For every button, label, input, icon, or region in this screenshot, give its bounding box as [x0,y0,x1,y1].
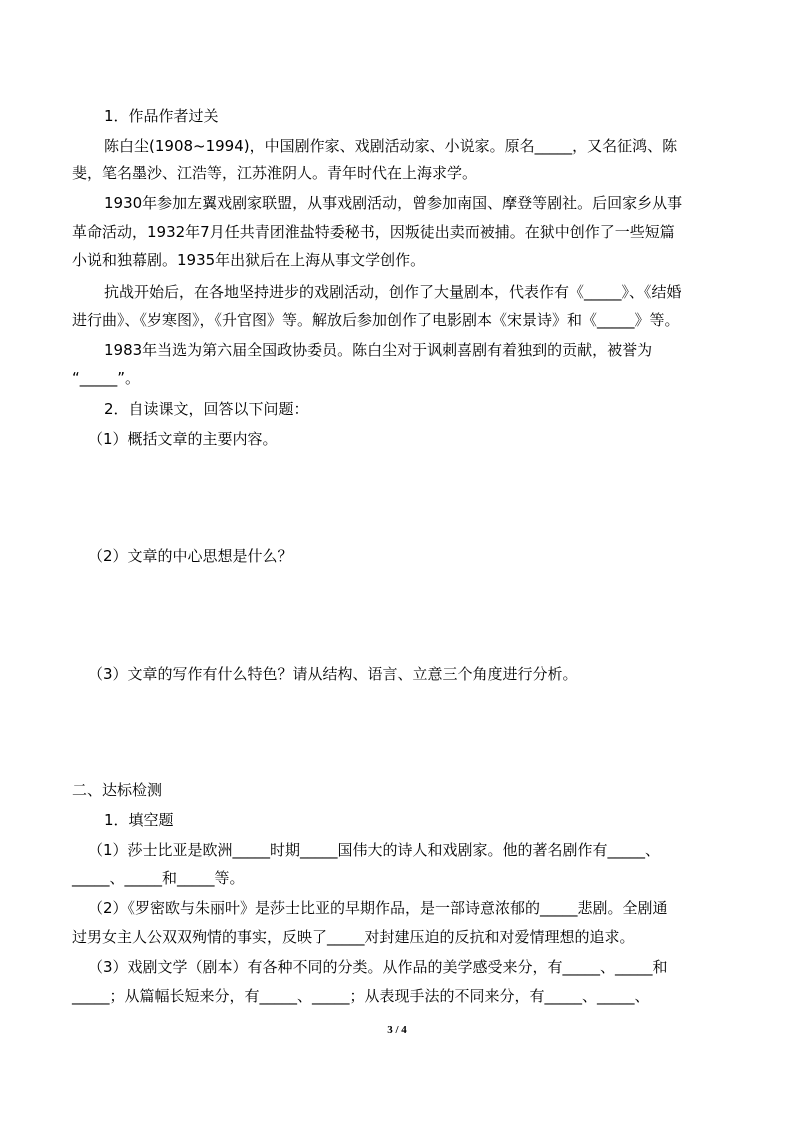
fill-blank-line: （3）戏剧文学（剧本）有各种不同的分类。从作品的美学感受来分，有_____、_____和 [88,958,668,976]
fill-blank-line: （2）《罗密欧与朱丽叶》是莎士比亚的早期作品，是一部诗意浓郁的_____悲剧。全剧通 [88,899,668,917]
paragraph-line: 进行曲》、《岁寒图》，《升官图》等。解放后参加创作了电影剧本《宋景诗》和《_____》等。 [72,311,680,329]
question-heading: 2．自读课文，回答以下问题： [104,400,309,418]
fill-blank-line: （1）莎士比亚是欧洲_____时期_____国伟大的诗人和戏剧家。他的著名剧作有_____、 [88,841,661,859]
section-heading: 二、达标检测 [72,781,163,799]
subsection-heading: 1．填空题 [104,811,174,829]
paragraph-line: 陈白尘(1908~1994)，中国剧作家、戏剧活动家、小说家。原名_____，又名征鸿、陈 [104,137,678,155]
paragraph-line: 1930年参加左翼戏剧家联盟，从事戏剧活动，曾参加南国、摩登等剧社。后回家乡从事 [104,194,683,212]
question-item: （1）概括文章的主要内容。 [88,430,278,448]
paragraph-line: 抗战开始后，在各地坚持进步的戏剧活动，创作了大量剧本，代表作有《_____》、《结婚 [104,283,682,301]
paragraph-line: “_____”。 [72,369,141,387]
paragraph-line: 革命活动，1932年7月任共青团淮盐特委秘书，因叛徒出卖而被捕。在狱中创作了一些短篇 [72,223,675,241]
section-heading: 1．作品作者过关 [104,107,219,125]
fill-blank-line: 过男女主人公双双殉情的事实，反映了_____对封建压迫的反抗和对爱情理想的追求。 [72,928,635,946]
question-item: （2）文章的中心思想是什么？ [88,547,293,565]
fill-blank-line: _____、_____和_____等。 [72,869,245,887]
paragraph-line: 小说和独幕剧。1935年出狱后在上海从事文学创作。 [72,251,426,269]
page-number: 3 / 4 [387,1024,407,1036]
question-item: （3）文章的写作有什么特色？请从结构、语言、立意三个角度进行分析。 [88,665,578,683]
paragraph-line: 斐，笔名墨沙、江浩等，江苏淮阴人。青年时代在上海求学。 [72,164,478,182]
paragraph-line: 1983年当选为第六届全国政协委员。陈白尘对于讽刺喜剧有着独到的贡献，被誉为 [104,341,653,359]
fill-blank-line: _____；从篇幅长短来分，有_____、_____；从表现手法的不同来分，有_____、_____、 [72,987,650,1005]
